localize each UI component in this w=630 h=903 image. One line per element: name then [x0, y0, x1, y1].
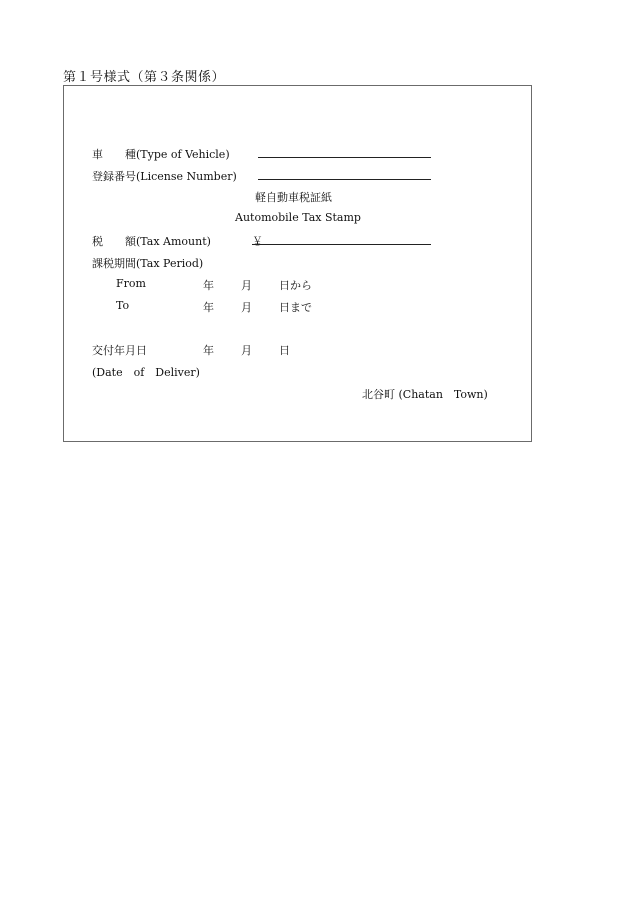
license-number-field[interactable]	[258, 179, 431, 180]
tax-amount-field[interactable]	[252, 244, 431, 245]
delivery-day: 日	[279, 344, 290, 357]
vehicle-type-label-en: (Type of Vehicle)	[136, 148, 230, 161]
delivery-date-label-en: (Date of Deliver)	[92, 366, 200, 379]
period-from-label: From	[116, 277, 146, 290]
period-from-day: 日から	[279, 279, 312, 292]
license-number-label-en: (License Number)	[136, 170, 237, 183]
issuer-name: 北谷町 (Chatan Town)	[362, 388, 488, 401]
tax-period-label-jp: 課税期間	[92, 257, 136, 270]
period-from-year: 年	[203, 279, 214, 292]
period-to-month: 月	[241, 301, 252, 314]
vehicle-type-label	[92, 146, 230, 162]
period-to-year: 年	[203, 301, 214, 314]
period-to-label: To	[116, 299, 130, 312]
tax-amount-label-en: (Tax Amount)	[136, 235, 211, 248]
license-number-label	[92, 168, 237, 184]
tax-period-label	[92, 255, 203, 271]
form-heading: 第１号様式（第３条関係）	[63, 70, 226, 85]
license-number-label-jp: 登録番号	[92, 170, 136, 183]
stamp-title-jp: 軽自動車税証紙	[255, 191, 332, 204]
stamp-title-en: Automobile Tax Stamp	[235, 211, 361, 224]
delivery-month: 月	[241, 344, 252, 357]
delivery-date-label-jp: 交付年月日	[92, 344, 147, 357]
tax-amount-label	[92, 233, 211, 249]
period-from-month: 月	[241, 279, 252, 292]
tax-period-label-en: (Tax Period)	[136, 257, 204, 270]
vehicle-type-label-jp: 車 種	[92, 148, 136, 161]
period-to-day: 日まで	[279, 301, 312, 314]
delivery-year: 年	[203, 344, 214, 357]
yen-sign: ￥	[252, 235, 263, 248]
vehicle-type-field[interactable]	[258, 157, 431, 158]
tax-amount-label-jp: 税 額	[92, 235, 136, 248]
